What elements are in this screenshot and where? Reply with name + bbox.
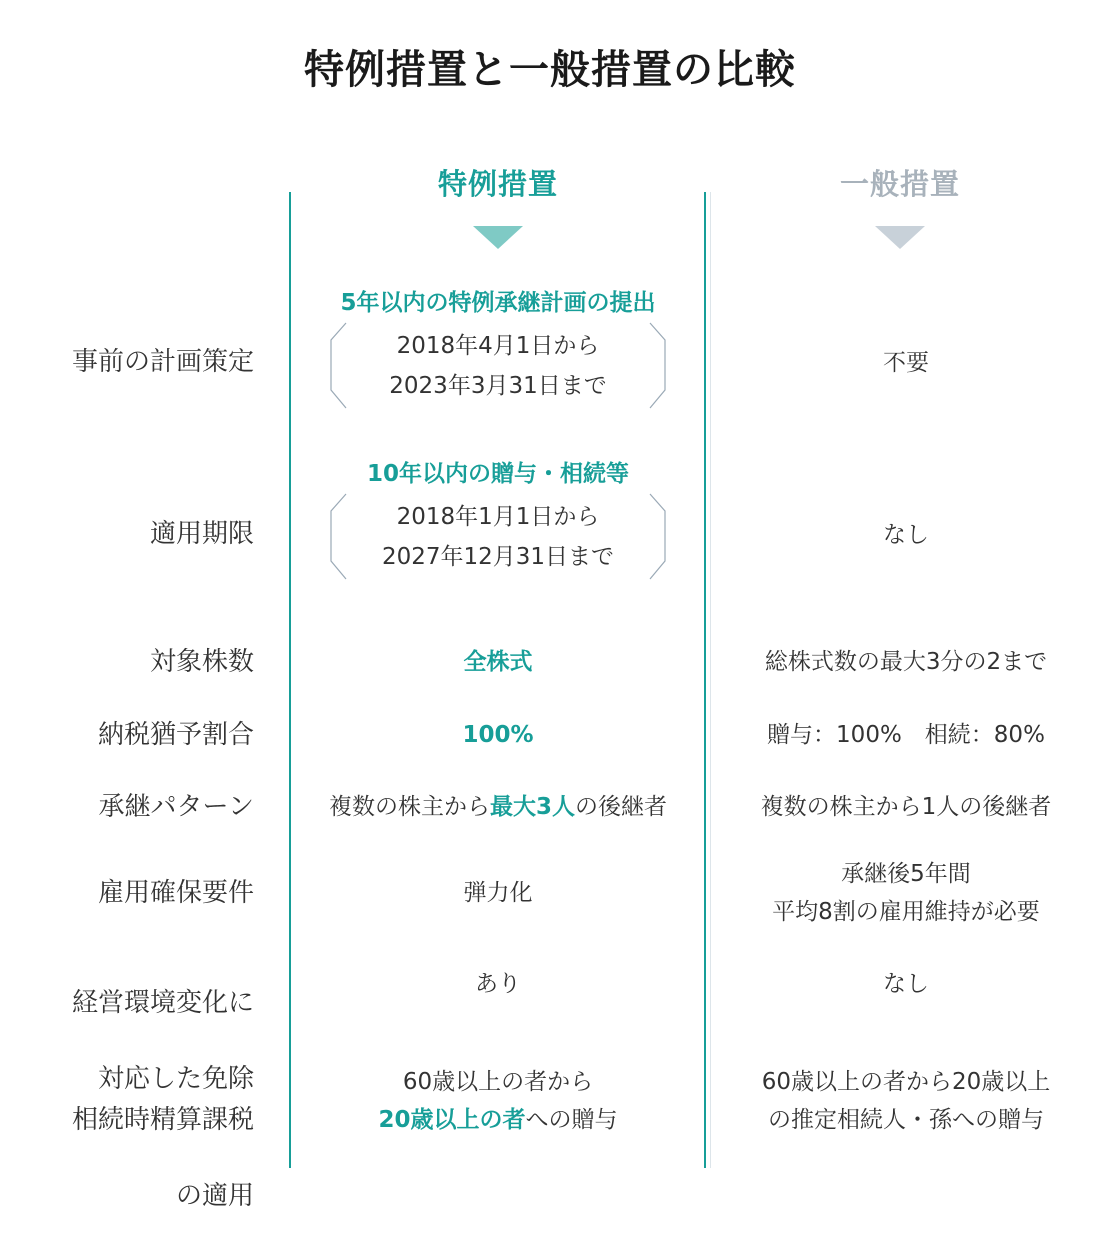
- employment-general-line2: 平均8割の雇用維持が必要: [772, 899, 1040, 925]
- employment-special-value: 弾力化: [463, 880, 533, 906]
- general-column-divider-faint: [710, 192, 711, 1168]
- plan-special-date-start: 2018年4月1日から: [396, 333, 600, 359]
- exemption-special-value: あり: [475, 971, 521, 997]
- plan-special-bracket: [330, 322, 666, 410]
- row-label-settlement-line2: の適用: [175, 1181, 254, 1211]
- period-special-date-end: 2027年12月31日まで: [381, 544, 615, 570]
- column-header-general: 一般措置: [839, 167, 960, 201]
- employment-general-value: [712, 855, 1100, 931]
- row-label-pattern: 承継パターン: [98, 792, 254, 822]
- period-special-date-start: 2018年1月1日から: [396, 504, 600, 530]
- settlement-general-line1: 60歳以上の者から20歳以上: [761, 1069, 1051, 1095]
- special-down-arrow-icon: [473, 226, 523, 249]
- period-special-dates: [330, 497, 666, 577]
- shares-general-value: 総株式数の最大3分の2まで: [764, 649, 1048, 675]
- plan-special-heading: 5年以内の特例承継計画の提出: [340, 290, 656, 316]
- settlement-special-value: [292, 1063, 704, 1139]
- pattern-general-value: 複数の株主から1人の後継者: [760, 794, 1052, 820]
- pattern-special-value: [292, 788, 704, 826]
- general-column-divider: [704, 192, 706, 1168]
- pattern-special-suffix: の後継者: [575, 794, 667, 820]
- special-column-divider: [289, 192, 291, 1168]
- page-title: 特例措置と一般措置の比較: [304, 47, 796, 93]
- settlement-special-highlight: 20歳以上の者: [378, 1107, 526, 1133]
- shares-special-value: 全株式: [463, 649, 533, 675]
- period-special-bracket: [330, 493, 666, 581]
- row-label-ratio: 納税猶予割合: [97, 720, 254, 750]
- row-label-exemption-line2: 対応した免除: [97, 1064, 254, 1094]
- settlement-special-line1: 60歳以上の者から: [402, 1069, 594, 1095]
- settlement-general-value: [712, 1063, 1100, 1139]
- period-special-heading: 10年以内の贈与・相続等: [366, 461, 629, 487]
- employment-general-line1: 承継後5年間: [841, 861, 971, 887]
- pattern-special-prefix: 複数の株主から: [328, 794, 490, 820]
- period-general-value: なし: [883, 522, 929, 548]
- row-label-settlement: [0, 1063, 254, 1253]
- settlement-special-line2: [292, 1101, 704, 1139]
- plan-special-date-end: 2023年3月31日まで: [389, 373, 607, 399]
- ratio-special-value: 100%: [462, 722, 534, 748]
- pattern-special-highlight: 最大3人: [489, 794, 575, 820]
- plan-special-dates: [330, 326, 666, 406]
- row-label-plan: 事前の計画策定: [71, 347, 254, 377]
- exemption-general-value: なし: [883, 971, 929, 997]
- row-label-shares: 対象株数: [149, 647, 254, 677]
- plan-general-value: 不要: [883, 350, 929, 376]
- general-down-arrow-icon: [875, 226, 925, 249]
- row-label-employment: 雇用確保要件: [97, 878, 254, 908]
- row-label-exemption-line1: 経営環境変化に: [71, 988, 254, 1018]
- settlement-special-suffix: への贈与: [525, 1107, 618, 1133]
- ratio-general-value: 贈与：100% 相続：80%: [767, 722, 1045, 748]
- column-header-special: 特例措置: [437, 167, 558, 201]
- row-label-period: 適用期限: [149, 519, 254, 549]
- row-label-settlement-line1: 相続時精算課税: [71, 1105, 254, 1135]
- settlement-general-line2: の推定相続人・孫への贈与: [768, 1107, 1044, 1133]
